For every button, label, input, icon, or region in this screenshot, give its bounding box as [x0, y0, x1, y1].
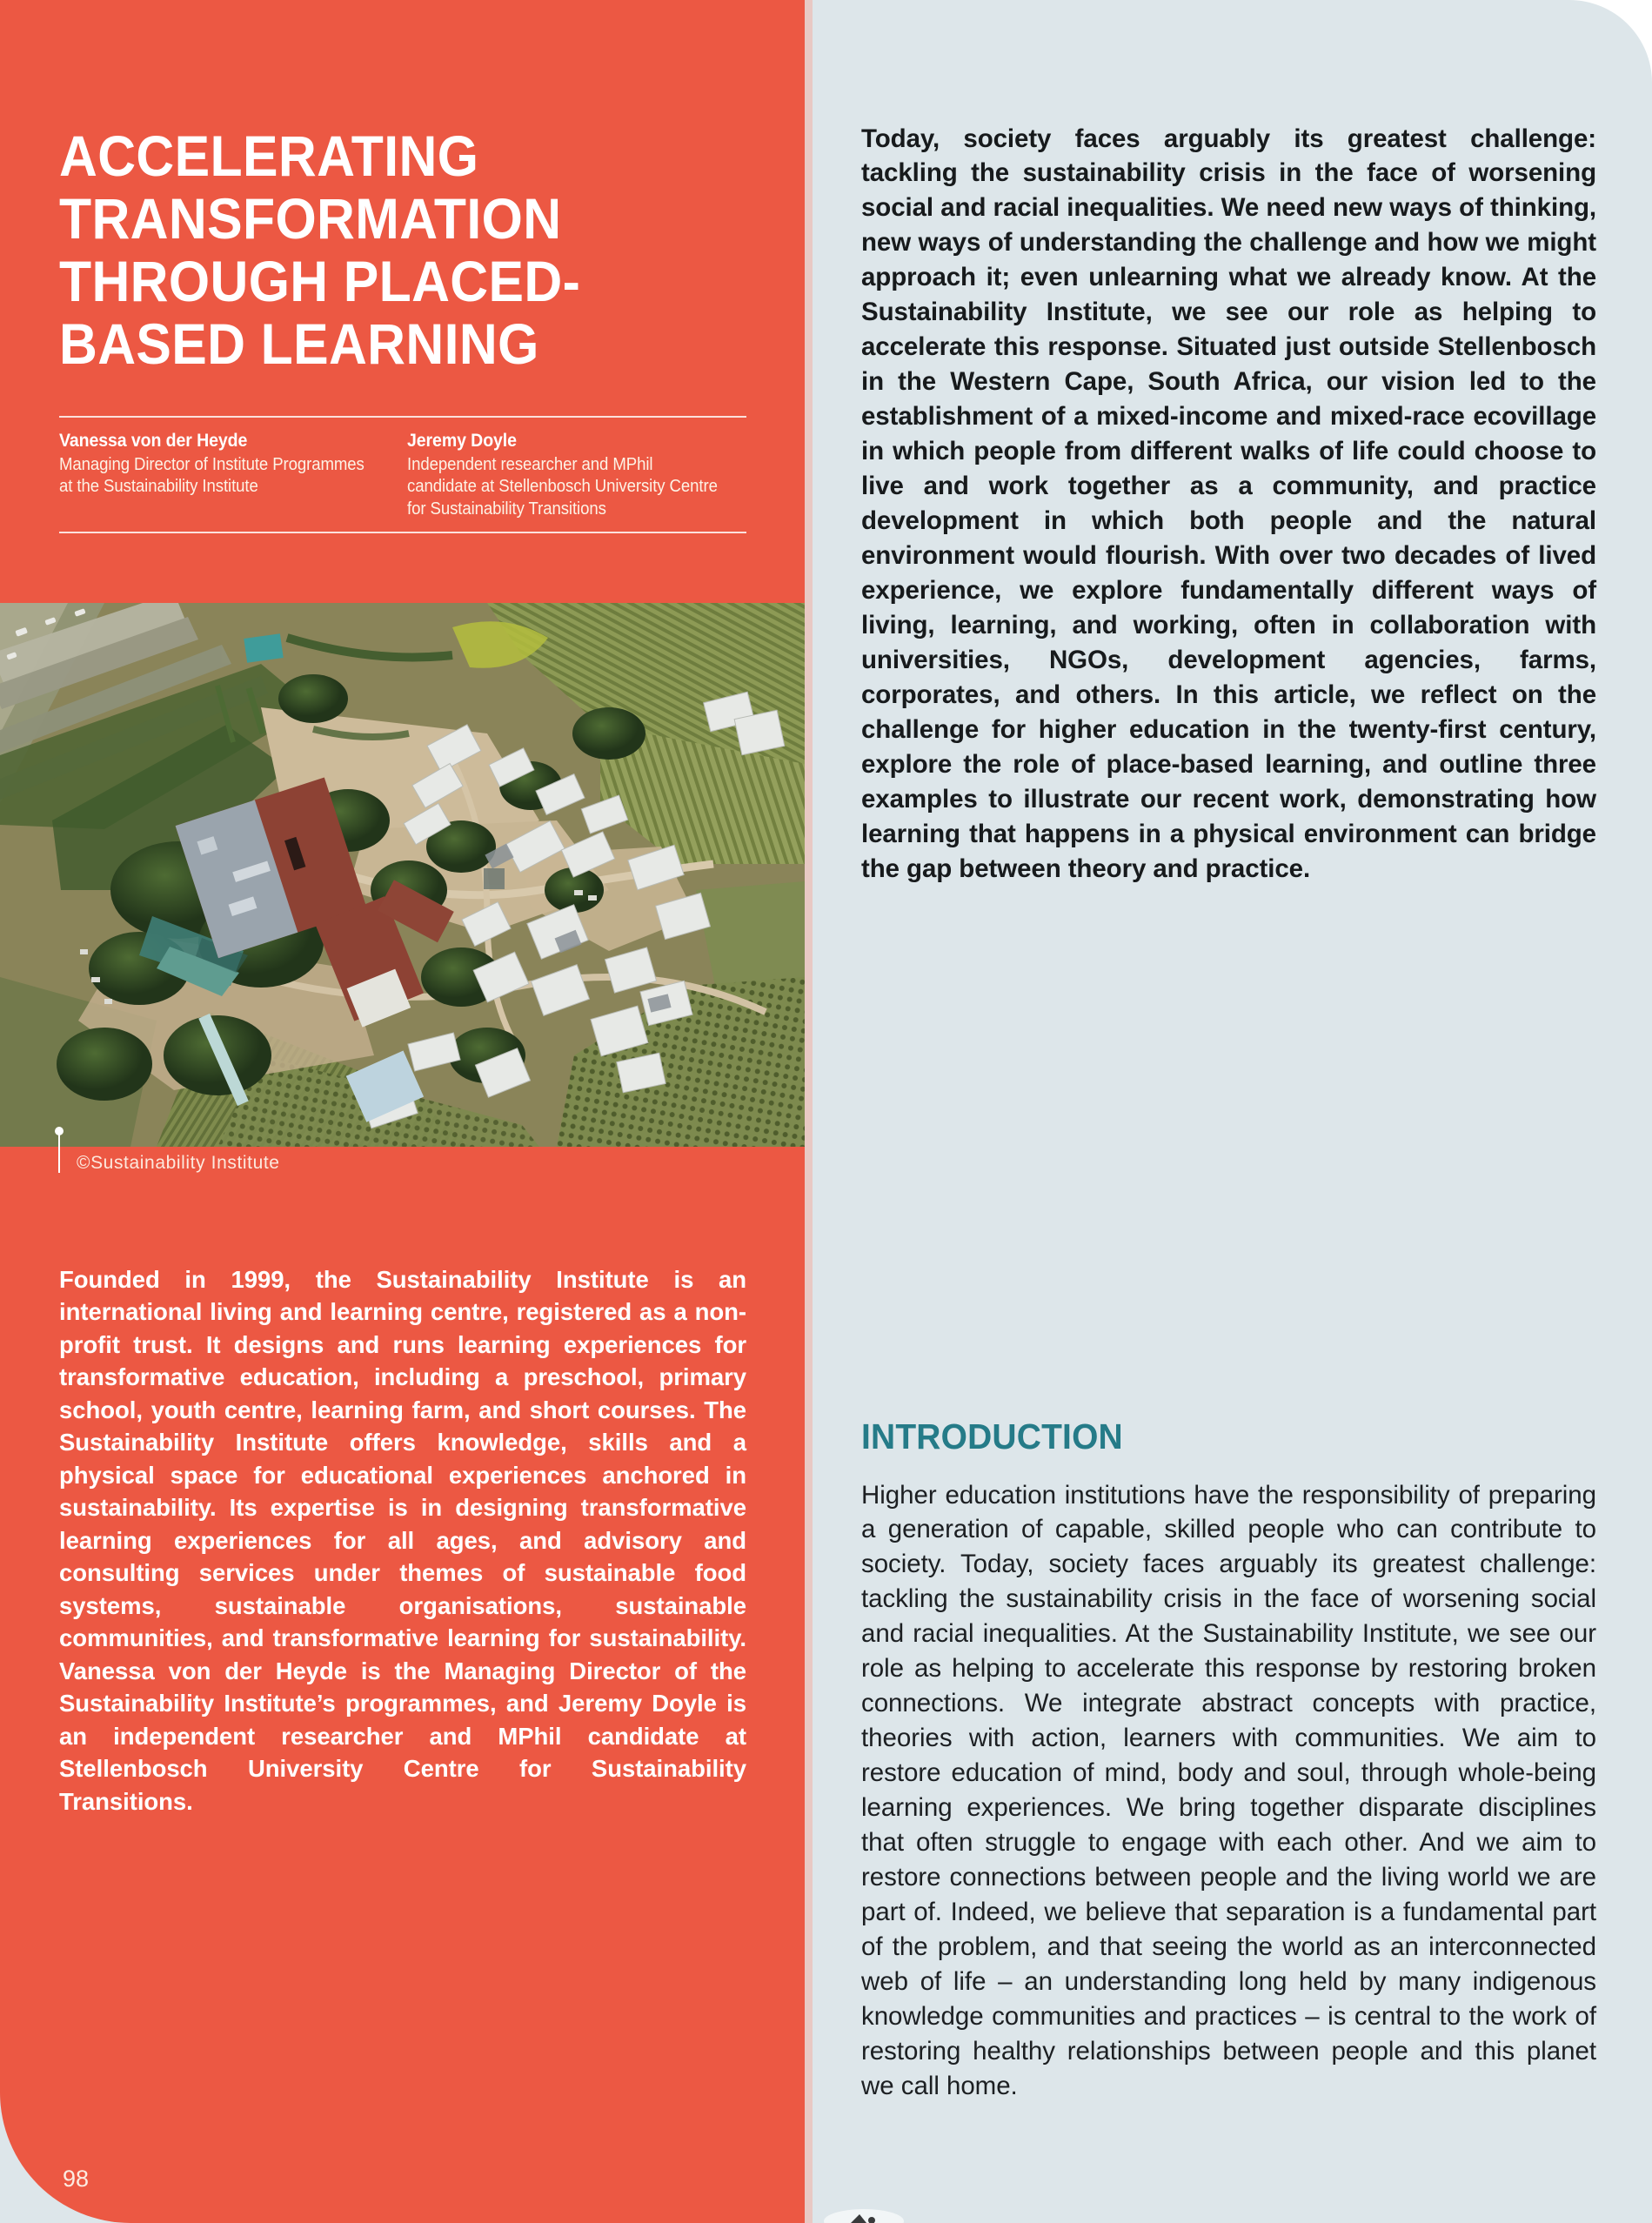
author-block-2 [398, 430, 746, 521]
caption-leader-line [58, 1131, 60, 1173]
author-name: Vanessa von der Heyde [59, 431, 248, 451]
introduction-paragraph: Higher education institutions have the responsibility of preparing a generation of capable, skilled people who can contribute to society. Today, society faces arguably its greatest challenge: tackling the sustainability crisis in the face of worsening social and racial inequalities. At the Sustainability Institute, we see our role as helping to accelerate this response by restoring broken connections. We integrate abstract concepts with practice, theories with action, learners with communities. We aim to restore education of mind, body and soul, through whole-being learning experiences. We bring together disparate disciplines that often struggle to engage with each other. And we aim to restore connections between people and the living world we are part of. Indeed, we believe that separation is a fundamental part of the problem, and that seeing the world as an interconnected web of life – an understanding long held by many indigenous knowledge communities and practices – is central to the work of restoring healthy relationships between people and this planet we call home. [861, 1480, 1596, 2100]
hero-photo [0, 603, 805, 1147]
institute-description: Founded in 1999, the Sustainability Institute is an international living and learning centre, registered as a non-profit trust. It designs and runs learning experiences for transformative education, including a preschool, primary school, youth centre, learning farm, and short courses. The Sustainability Institute offers knowledge, skills and a physical space for educational experiences anchored in sustainability. Its expertise is in designing transformative learning experiences for all ages, and advisory and consulting services under themes of sustainable food systems, sustainable organisations, sustainable communities, and transformative learning for sustainability. Vanessa von der Heyde is the Managing Director of the Sustainability Institute’s programmes, and Jeremy Doyle is an independent researcher and MPhil candidate at Stellenbosch University Centre for Sustainability Transitions. [59, 1265, 746, 1815]
photo-caption: ©Sustainability Institute [77, 1153, 280, 1173]
right-column [861, 0, 1596, 2223]
author-role: Independent researcher and MPhil candidate at Stellenbosch University Centre for Sustainability Transitions [407, 454, 718, 519]
byline [59, 416, 746, 533]
author-block-1 [59, 430, 398, 521]
panel-edge-sliver [805, 0, 813, 2223]
author-name: Jeremy Doyle [407, 431, 517, 451]
page-bottom-artifact [816, 2200, 912, 2223]
page-title: ACCELERATING TRANSFORMATION THROUGH PLACED-BASED LEARNING [59, 124, 581, 377]
section-heading-introduction: INTRODUCTION [861, 1416, 1123, 1457]
lead-paragraph: Today, society faces arguably its greatest challenge: tackling the sustainability crisis in the face of worsening social and racial inequalities. We need new ways of thinking, new ways of understanding the challenge and how we might approach it; even unlearning what we already know. At the Sustainability Institute, we see our role as helping to accelerate this response. Situated just outside Stellenbosch in the Western Cape, South Africa, our vision led to the establishment of a mixed-income and mixed-race ecovillage in which people from different walks of life could choose to live and work together as a community, and practice development in which both people and the natural environment would flourish. With over two decades of lived experience, we explore fundamentally different ways of living, learning, and working, often in collaboration with universities, NGOs, development agencies, farms, corporates, and others. In this article, we reflect on the challenge for higher education in the twenty-first century, explore the role of place-based learning, and outline three examples to illustrate our recent work, demonstrating how learning that happens in a physical environment can bridge the gap between theory and practice. [861, 124, 1596, 883]
byline-rule-bottom [59, 532, 746, 533]
page-number: 98 [63, 2166, 90, 2192]
author-role: Managing Director of Institute Programmes at the Sustainability Institute [59, 454, 365, 497]
